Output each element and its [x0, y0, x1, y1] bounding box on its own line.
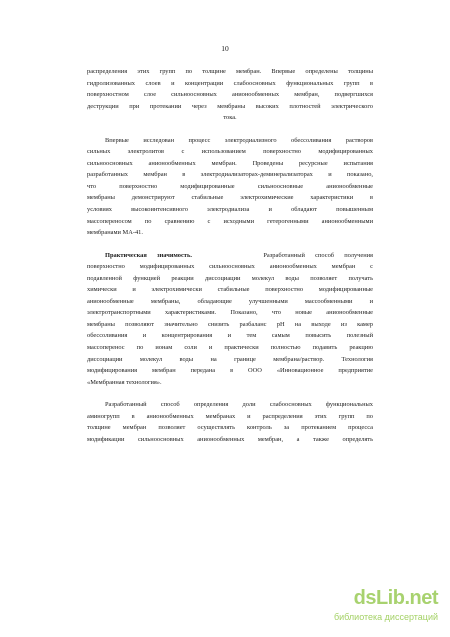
text-line: «Мембранная технология». [87, 378, 162, 386]
text-line: поверхностном слое сильноосновных анионообменных мембран, подвергшихся [87, 91, 373, 99]
text-line: распределения этих групп по толщине мембран. Впервые определены толщины [87, 68, 373, 75]
paragraph-1 [87, 66, 373, 124]
text-line: гидролизованных слоев и концентрации слабоосновных функциональных групп в [87, 79, 373, 87]
text-line: химически и электрохимически стабильные поверхностно модифицированные [87, 286, 373, 294]
text-line: разработанных мембран в электродиализаторах-деминерализаторах и показано, [87, 171, 373, 179]
text-fragment: Разработанный способ получения [263, 251, 373, 259]
text-line: сильноосновных анионообменных мембран. Проведены ресурсные испытания [87, 159, 373, 167]
text-line: толщине мембран позволяет осуществлять контроль за протеканием процесса [87, 424, 373, 432]
page-number: 10 [221, 44, 229, 53]
text-line: поверхностно модифицированных сильноосновных анионообменных мембран с [87, 263, 373, 271]
text-line: модифицирования мембран передана в ООО «Инновационное предприятие [87, 367, 373, 375]
text-line: электротранспортными характеристиками. Показано, что новые анионообменные [87, 309, 373, 317]
text-line: мембраны позволяют значительно снизить разбаланс рН на выходе из камер [87, 320, 373, 328]
paragraph-3 [87, 250, 373, 389]
text-line: модификации сильноосновных анионообменных мембран, а также определять [87, 435, 373, 443]
text-line: Впервые исследован процесс электродиализного обессоливания растворов [105, 136, 373, 144]
text-line: массопереносом по сравнению с исходными гетерогенными анионообменными [87, 217, 373, 225]
text-line: обессоливания и концентрирования и тем самым повысить полезный [87, 332, 373, 340]
text-line: аминогрупп в анионообменных мембранах и распределения этих групп по [87, 412, 373, 420]
watermark [318, 587, 438, 627]
section-heading: Практическая значимость. [105, 251, 192, 259]
text-line: Разработанный способ определения доли слабоосновных функциональных [105, 401, 373, 409]
text-line: анионообменные мембраны, обладающие улучшенными массообменными и [87, 297, 373, 305]
text-line: условиях высокоинтенсивного электродиализа и обладают повышенным [87, 206, 373, 214]
text-line: деструкции при протекании через мембраны высоких плотностей электрического [87, 102, 373, 110]
text-line: мембранами МА-41. [87, 229, 143, 237]
text-line: тока. [223, 114, 237, 122]
text-line: подавленной функцией реакции диссоциации молекул воды позволяет получать [87, 274, 373, 282]
text-line: что поверхностно модифицированные сильноосновные анионообменные [87, 182, 373, 190]
text-line: мембраны демонстрируют стабильные электрохимические характеристики в [87, 194, 373, 202]
paragraph-4 [87, 399, 373, 445]
text-line: сильных электролитов с использованием поверхностно модифицированных [87, 148, 373, 156]
text-line [87, 250, 373, 262]
watermark-logo: dsLib.net [353, 587, 438, 609]
text-line: массоперенос по ионам соли и практически полностью подавить реакцию [87, 344, 373, 352]
paragraph-2 [87, 135, 373, 239]
text-line: диссоциации молекул воды на границе мембрана/раствор. Технология [87, 355, 373, 363]
watermark-tagline: библиотека диссертаций [333, 612, 438, 622]
document-body [87, 66, 373, 445]
